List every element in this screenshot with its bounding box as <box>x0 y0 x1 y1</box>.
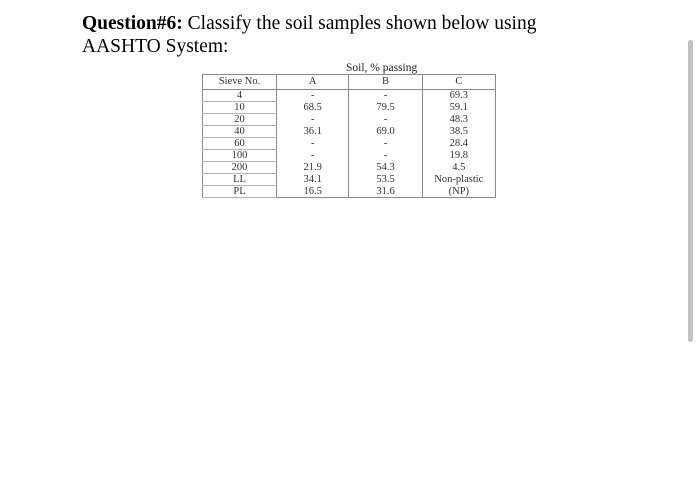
table-row <box>203 150 496 162</box>
cell-a: 21.9 <box>277 162 349 174</box>
cell-a: 16.5 <box>277 186 349 198</box>
cell-b: 79.5 <box>349 102 422 114</box>
cell-c: 19.8 <box>422 150 495 162</box>
table-caption: Soil, % passing <box>346 62 418 74</box>
cell-c: 4.5 <box>422 162 495 174</box>
header-soil-a: A <box>277 75 349 90</box>
cell-sieve: 60 <box>203 138 277 150</box>
cell-b: 69.0 <box>349 126 422 138</box>
cell-a: 36.1 <box>277 126 349 138</box>
cell-c: 69.3 <box>422 90 495 102</box>
cell-sieve: 40 <box>203 126 277 138</box>
vertical-scrollbar[interactable] <box>688 40 693 342</box>
cell-sieve: 100 <box>203 150 277 162</box>
cell-a: - <box>277 138 349 150</box>
header-sieve-no: Sieve No. <box>203 75 277 90</box>
table-row <box>203 90 496 102</box>
table-row <box>203 174 496 186</box>
cell-c: (NP) <box>422 186 495 198</box>
table-row <box>203 162 496 174</box>
cell-c: 48.3 <box>422 114 495 126</box>
header-soil-b: B <box>349 75 422 90</box>
question-label: Question#6: <box>82 13 183 34</box>
table-row <box>203 114 496 126</box>
cell-sieve: 20 <box>203 114 277 126</box>
table-row <box>203 102 496 114</box>
cell-b: - <box>349 138 422 150</box>
cell-a: - <box>277 90 349 102</box>
cell-b: - <box>349 114 422 126</box>
cell-c: 59.1 <box>422 102 495 114</box>
cell-sieve: LL <box>203 174 277 186</box>
cell-a: 68.5 <box>277 102 349 114</box>
cell-c: 38.5 <box>422 126 495 138</box>
table-header-row <box>203 75 496 90</box>
cell-c: 28.4 <box>422 138 495 150</box>
cell-b: 54.3 <box>349 162 422 174</box>
cell-b: - <box>349 150 422 162</box>
cell-sieve: PL <box>203 186 277 198</box>
cell-a: - <box>277 114 349 126</box>
table-row <box>203 186 496 198</box>
header-soil-c: C <box>422 75 495 90</box>
cell-sieve: 4 <box>203 90 277 102</box>
table-row <box>203 138 496 150</box>
question-text <box>82 12 602 58</box>
soil-passing-table <box>202 74 496 198</box>
cell-a: - <box>277 150 349 162</box>
table-row <box>203 126 496 138</box>
question-body: Classify the soil samples shown below using AASHTO System: <box>82 13 537 57</box>
cell-sieve: 10 <box>203 102 277 114</box>
cell-c: Non-plastic <box>422 174 495 186</box>
cell-b: 53.5 <box>349 174 422 186</box>
cell-a: 34.1 <box>277 174 349 186</box>
cell-b: 31.6 <box>349 186 422 198</box>
cell-b: - <box>349 90 422 102</box>
cell-sieve: 200 <box>203 162 277 174</box>
